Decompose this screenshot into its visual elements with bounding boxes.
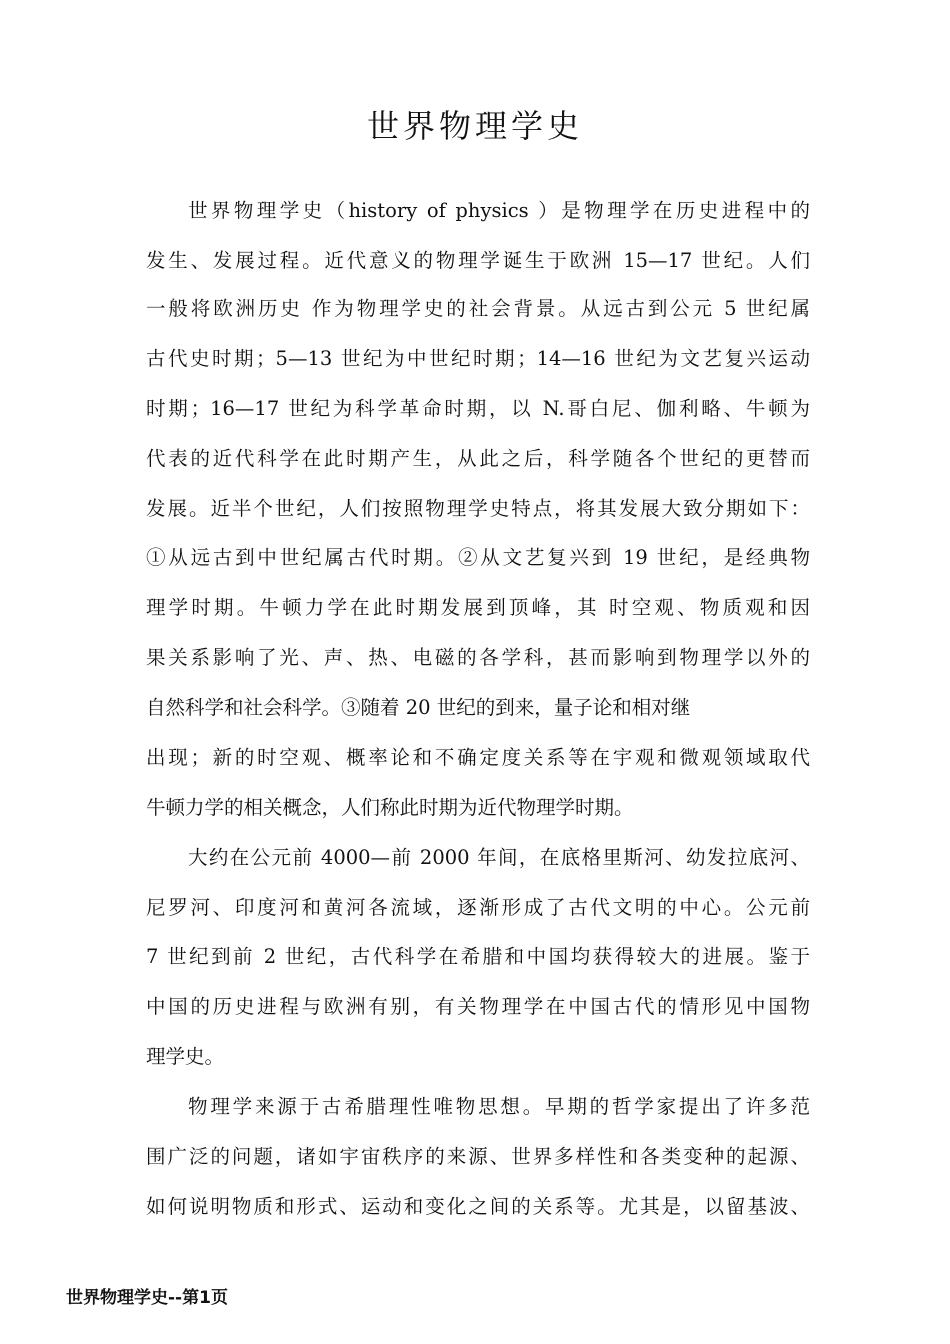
paragraph-1-line-12: 出现；新的时空观、概率论和不确定度关系等在宇观和微观领域取代 xyxy=(146,746,810,769)
page-title: 世界物理学史 xyxy=(366,107,583,145)
paragraph-3-line-2: 围广泛的问题，诸如宇宙秩序的来源、世界多样性和各类变种的起源、 xyxy=(146,1145,810,1168)
paragraph-1-line-2: 发生、发展过程。近代意义的物理学诞生于欧洲 15—17 世纪。人们 xyxy=(146,249,810,272)
page-footer: 世界物理学史--第1页 xyxy=(66,1288,228,1308)
paragraph-2-line-2: 尼罗河、印度河和黄河各流域，逐渐形成了古代文明的中心。公元前 xyxy=(146,896,810,919)
paragraph-1-line-5: 时期；16—17 世纪为科学革命时期，以 N.哥白尼、伽利略、牛顿为 xyxy=(146,397,810,420)
paragraph-2-line-3: 7 世纪到前 2 世纪，古代科学在希腊和中国均获得较大的进展。鉴于 xyxy=(146,945,810,968)
paragraph-1-line-1: 世界物理学史（history of physics ）是物理学在历史进程中的 xyxy=(188,199,810,222)
paragraph-1-line-6: 代表的近代科学在此时期产生，从此之后，科学随各个世纪的更替而 xyxy=(146,447,810,470)
paragraph-2-line-4: 中国的历史进程与欧洲有别，有关物理学在中国古代的情形见中国物 xyxy=(146,995,810,1018)
paragraph-1-line-3: 一般将欧洲历史 作为物理学史的社会背景。从远古到公元 5 世纪属 xyxy=(146,297,810,320)
paragraph-1-line-13: 牛顿力学的相关概念，人们称此时期为近代物理学时期。 xyxy=(146,796,634,819)
paragraph-2-line-5: 理学史。 xyxy=(146,1045,225,1068)
paragraph-2-line-1: 大约在公元前 4000—前 2000 年间，在底格里斯河、幼发拉底河、 xyxy=(188,846,810,869)
paragraph-3-line-1: 物理学来源于古希腊理性唯物思想。早期的哲学家提出了许多范 xyxy=(188,1095,810,1118)
paragraph-1-line-7: 发展。近半个世纪，人们按照物理学史特点，将其发展大致分期如下： xyxy=(146,497,810,520)
paragraph-1-line-8: ①从远古到中世纪属古代时期。②从文艺复兴到 19 世纪，是经典物 xyxy=(146,546,810,569)
paragraph-3-line-3: 如何说明物质和形式、运动和变化之间的关系等。尤其是，以留基波、 xyxy=(146,1195,810,1218)
paragraph-1-line-11: 自然科学和社会科学。③随着 20 世纪的到来，量子论和相对继 xyxy=(146,696,691,719)
paragraph-1-line-10: 果关系影响了光、声、热、电磁的各学科，甚而影响到物理学以外的 xyxy=(146,646,810,669)
paragraph-1-line-4: 古代史时期；5—13 世纪为中世纪时期；14—16 世纪为文艺复兴运动 xyxy=(146,347,810,370)
paragraph-1-line-9: 理学时期。牛顿力学在此时期发展到顶峰，其 时空观、物质观和因 xyxy=(146,596,810,619)
